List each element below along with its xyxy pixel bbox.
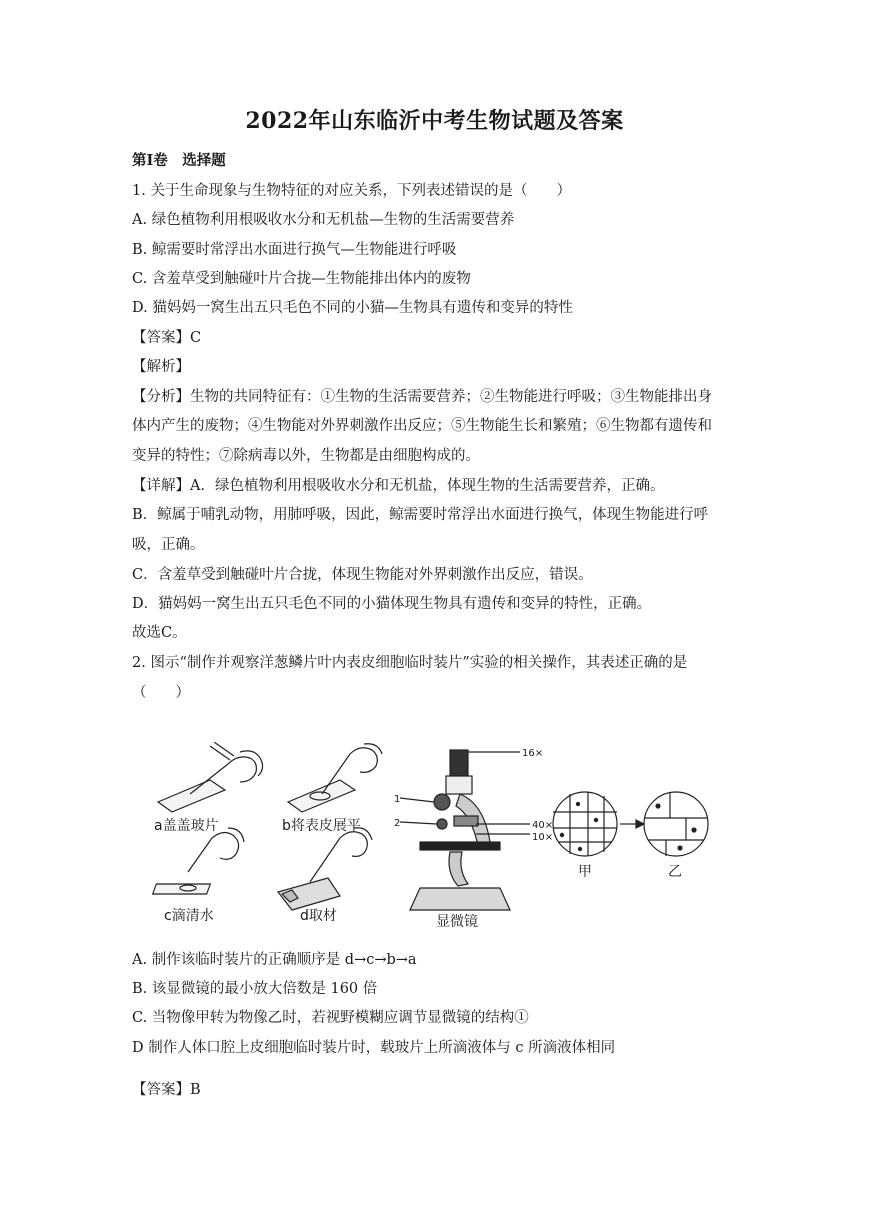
label-cover-slip: a盖盖玻片 [154, 818, 219, 834]
label-objective-10x: 10× [532, 832, 554, 843]
label-eyepiece-16x: 16× [522, 748, 544, 759]
q1-detail-line-3: 吸，正确。 [132, 537, 205, 553]
take-material-illustration [278, 828, 372, 910]
label-microscope: 显微镜 [436, 914, 478, 930]
q2-figure [150, 742, 710, 932]
label-take-material: d取材 [300, 908, 337, 924]
q1-analysis-line-3: 变异的特性；⑦除病毒以外，生物都是由细胞构成的。 [132, 448, 480, 464]
field-jia-illustration [553, 792, 617, 856]
label-yi: 乙 [668, 864, 682, 880]
q2-option-a: A. 制作该临时装片的正确顺序是 d→c→b→a [132, 952, 417, 968]
q1-detail-line-5: D．猫妈妈一窝生出五只毛色不同的小猫体现生物具有遗传和变异的特性，正确。 [132, 596, 652, 612]
section-heading: 第Ⅰ卷 选择题 [132, 152, 226, 169]
label-structure-2: 2 [394, 818, 401, 829]
label-spread-epidermis: b将表皮展平 [282, 818, 361, 834]
spread-epidermis-illustration [288, 744, 382, 812]
q1-detail-line-1: 【详解】A．绿色植物利用根吸收水分和无机盐，体现生物的生活需要营养，正确。 [132, 478, 665, 494]
q1-detail-line-2: B．鲸属于哺乳动物，用肺呼吸，因此，鲸需要时常浮出水面进行换气，体现生物能进行呼 [132, 507, 709, 523]
q1-analysis-line-2: 体内产生的废物；④生物能对外界刺激作出反应；⑤生物能生长和繁殖；⑥生物都有遗传和 [132, 418, 712, 434]
q1-conclusion: 故选C。 [132, 625, 187, 641]
label-structure-1: 1 [394, 794, 401, 805]
q1-answer: 【答案】C [132, 330, 202, 346]
field-yi-illustration [644, 792, 708, 856]
q2-option-c: C. 当物像甲转为物像乙时，若视野模糊应调节显微镜的结构① [132, 1010, 529, 1026]
cover-slip-illustration [158, 742, 263, 812]
label-jia: 甲 [578, 864, 592, 880]
q2-option-d: D 制作人体口腔上皮细胞临时装片时，载玻片上所滴液体与 c 所滴液体相同 [132, 1040, 616, 1056]
q1-stem: 1. 关于生命现象与生物特征的对应关系，下列表述错误的是（ ） [132, 183, 571, 199]
q2-stem-line-2: （ ） [132, 685, 190, 701]
label-objective-40x: 40× [532, 820, 554, 831]
q1-option-c: C. 含羞草受到触碰叶片合拢—生物能排出体内的废物 [132, 271, 471, 287]
drop-water-illustration [153, 828, 244, 894]
q1-analysis-heading: 【解析】 [132, 359, 190, 375]
q1-analysis-line-1: 【分析】生物的共同特征有：①生物的生活需要营养；②生物能进行呼吸；③生物能排出身 [132, 389, 712, 405]
q1-option-d: D. 猫妈妈一窝生出五只毛色不同的小猫—生物具有遗传和变异的特性 [132, 300, 573, 316]
q2-answer: 【答案】B [132, 1082, 201, 1098]
q1-option-b: B. 鲸需要时常浮出水面进行换气—生物能进行呼吸 [132, 242, 457, 258]
q2-figure-svg [150, 742, 710, 932]
q1-option-a: A. 绿色植物利用根吸收水分和无机盐—生物的生活需要营养 [132, 212, 515, 228]
q2-option-b: B. 该显微镜的最小放大倍数是 160 倍 [132, 981, 378, 997]
microscope-illustration [400, 750, 530, 910]
label-drop-water: c滴清水 [164, 908, 214, 924]
arrow-right-icon [620, 820, 644, 828]
q2-stem-line-1: 2. 图示“制作并观察洋葱鳞片叶内表皮细胞临时装片”实验的相关操作，其表述正确的是 [132, 655, 688, 671]
q1-detail-line-4: C．含羞草受到触碰叶片合拢，体现生物能对外界刺激作出反应，错误。 [132, 567, 593, 583]
page-title: 2022年山东临沂中考生物试题及答案 [245, 108, 624, 134]
